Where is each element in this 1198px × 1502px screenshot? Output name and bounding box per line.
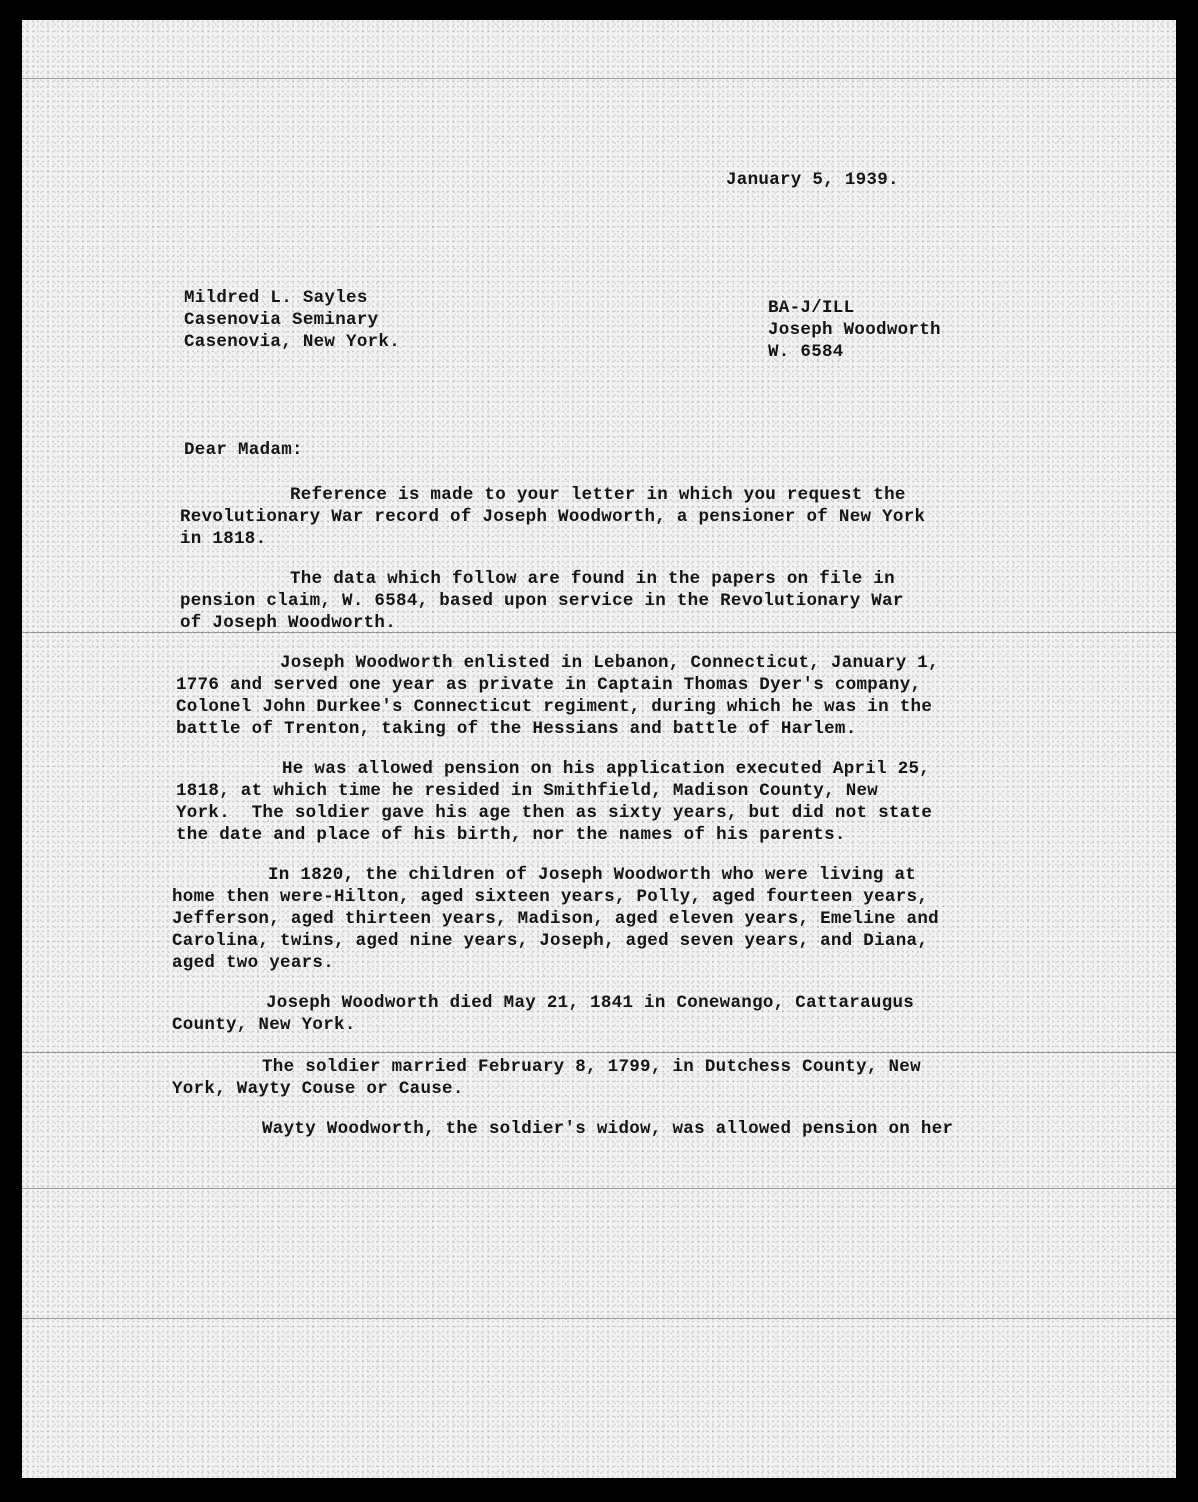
paragraph-line: The data which follow are found in the papers on file in	[290, 569, 895, 589]
letter-page	[22, 20, 1176, 1478]
paragraph-line: 1818, at which time he resided in Smithfield, Madison County, New	[176, 781, 879, 801]
paragraph-7	[172, 1056, 921, 1100]
paragraph-5	[172, 864, 939, 974]
paragraph-line: Wayty Woodworth, the soldier's widow, was allowed pension on her	[262, 1119, 954, 1139]
addressee-institution: Casenovia Seminary	[184, 310, 379, 330]
paragraph-line: of Joseph Woodworth.	[180, 613, 397, 633]
reference-claim-number: W. 6584	[768, 342, 844, 362]
paragraph-8	[172, 1118, 953, 1140]
paragraph-line: Carolina, twins, aged nine years, Joseph, aged seven years, and Diana,	[172, 931, 929, 951]
letter-date: January 5, 1939.	[726, 170, 899, 190]
addressee-name: Mildred L. Sayles	[184, 288, 368, 308]
paragraph-3	[176, 652, 939, 740]
paragraph-line: home then were-Hilton, aged sixteen years, Polly, aged fourteen years,	[172, 887, 929, 907]
paragraph-line: Reference is made to your letter in which you request the	[290, 485, 906, 505]
paragraph-line: Joseph Woodworth died May 21, 1841 in Conewango, Cattaraugus	[266, 993, 915, 1013]
scan-line	[22, 1052, 1176, 1053]
paragraph-2	[180, 568, 904, 634]
paragraph-line: Revolutionary War record of Joseph Woodworth, a pensioner of New York	[180, 507, 926, 527]
paragraph-line: York. The soldier gave his age then as sixty years, but did not state	[176, 803, 933, 823]
paragraph-line: County, New York.	[172, 1015, 356, 1035]
paragraph-line: Jefferson, aged thirteen years, Madison, aged eleven years, Emeline and	[172, 909, 939, 929]
paragraph-line: The soldier married February 8, 1799, in Dutchess County, New	[262, 1057, 921, 1077]
paragraph-line: 1776 and served one year as private in Captain Thomas Dyer's company,	[176, 675, 922, 695]
paragraph-line: In 1820, the children of Joseph Woodworth who were living at	[268, 865, 917, 885]
reference-code: BA-J/ILL	[768, 298, 855, 318]
paragraph-line: the date and place of his birth, nor the names of his parents.	[176, 825, 846, 845]
salutation: Dear Madam:	[184, 440, 303, 460]
paragraph-1	[180, 484, 925, 550]
paragraph-line: York, Wayty Couse or Cause.	[172, 1079, 464, 1099]
paragraph-line: Joseph Woodworth enlisted in Lebanon, Connecticut, January 1,	[280, 653, 939, 673]
paragraph-4	[176, 758, 932, 846]
paragraph-line: He was allowed pension on his application executed April 25,	[282, 759, 931, 779]
addressee-city: Casenovia, New York.	[184, 332, 401, 352]
scan-line	[22, 1188, 1176, 1189]
reference-subject: Joseph Woodworth	[768, 320, 941, 340]
paragraph-6	[172, 992, 914, 1036]
paragraph-line: in 1818.	[180, 529, 267, 549]
scan-line	[22, 78, 1176, 79]
paragraph-line: battle of Trenton, taking of the Hessians and battle of Harlem.	[176, 719, 857, 739]
paragraph-line: pension claim, W. 6584, based upon service in the Revolutionary War	[180, 591, 904, 611]
paragraph-line: aged two years.	[172, 953, 335, 973]
scan-line	[22, 1318, 1176, 1319]
paragraph-line: Colonel John Durkee's Connecticut regiment, during which he was in the	[176, 697, 933, 717]
